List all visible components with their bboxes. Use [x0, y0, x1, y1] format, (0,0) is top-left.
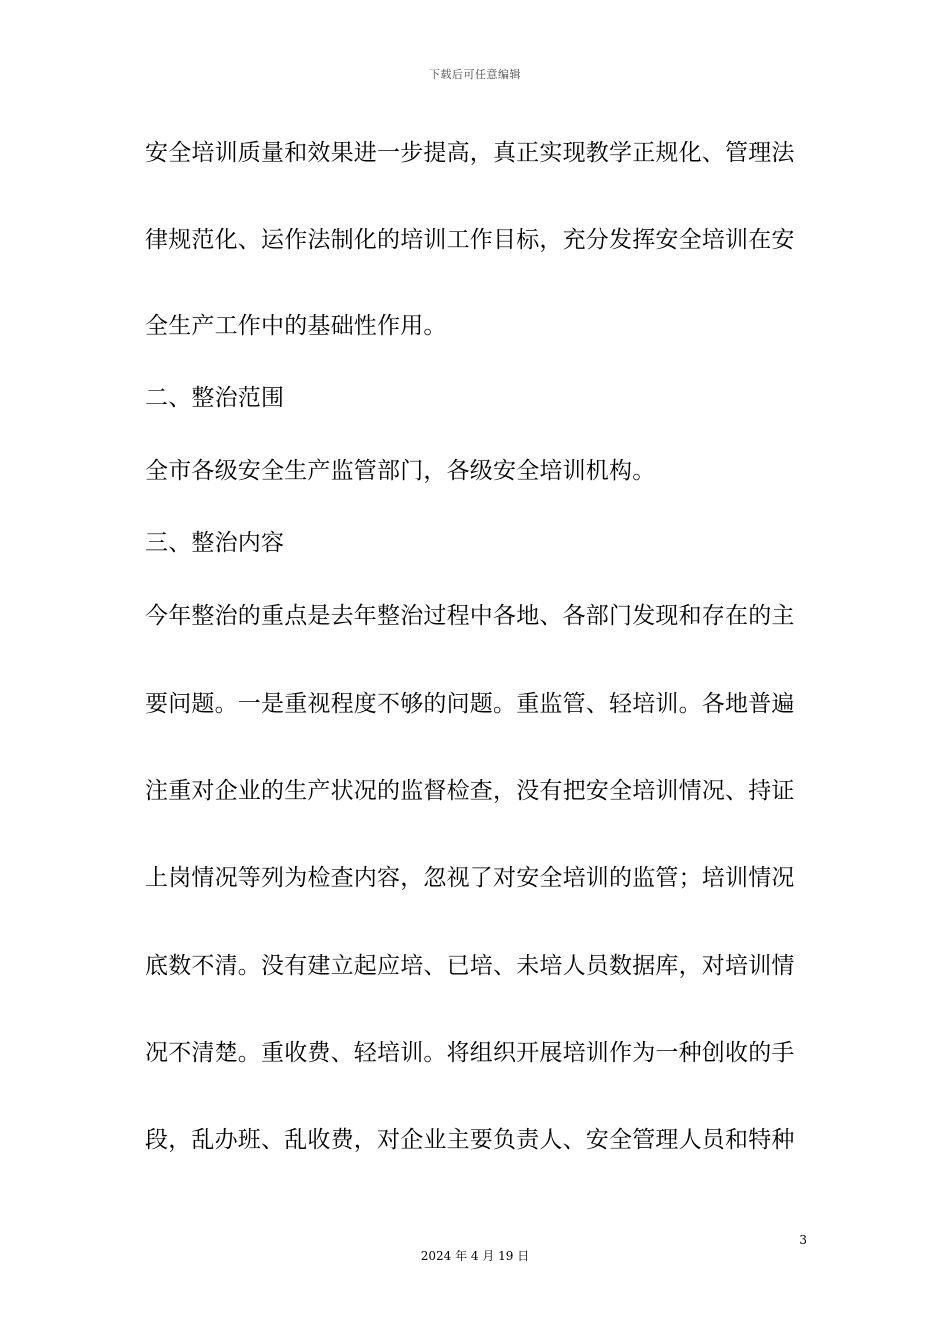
paragraph-line: 律规范化、运作法制化的培训工作目标，充分发挥安全培训在安	[145, 227, 795, 253]
paragraph-line: 段，乱办班、乱收费，对企业主要负责人、安全管理人员和特种	[145, 1127, 795, 1153]
paragraph-line: 今年整治的重点是去年整治过程中各地、各部门发现和存在的主	[145, 603, 795, 629]
paragraph-line: 全生产工作中的基础性作用。	[145, 313, 447, 339]
paragraph-line: 要问题。一是重视程度不够的问题。重监管、轻培训。各地普遍	[145, 691, 795, 717]
footer-date: 2024 年 4 月 19 日	[420, 1249, 530, 1263]
page-header: 下载后可任意编辑	[429, 68, 521, 81]
paragraph-line: 安全培训质量和效果进一步提高，真正实现教学正规化、管理法	[145, 140, 795, 166]
paragraph-line: 底数不清。没有建立起应培、已培、未培人员数据库，对培训情	[145, 953, 795, 979]
section-heading-scope: 二、整治范围	[145, 385, 285, 411]
paragraph-line: 上岗情况等列为检查内容，忽视了对安全培训的监管；培训情况	[145, 865, 795, 891]
paragraph-line: 况不清楚。重收费、轻培训。将组织开展培训作为一种创收的手	[145, 1040, 795, 1066]
section-heading-content: 三、整治内容	[145, 530, 285, 556]
paragraph-line: 注重对企业的生产状况的监督检查，没有把安全培训情况、持证	[145, 778, 795, 804]
page-number: 3	[799, 1233, 807, 1247]
paragraph-line: 全市各级安全生产监管部门，各级安全培训机构。	[145, 458, 656, 484]
